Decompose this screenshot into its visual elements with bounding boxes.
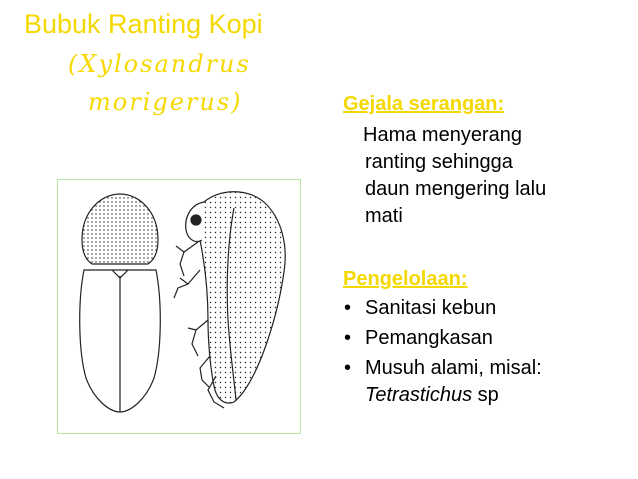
list-item-text: Sanitasi kebun xyxy=(365,297,497,319)
beetle-illustration xyxy=(57,179,301,434)
symptoms-line-1: Hama menyerang xyxy=(363,124,522,146)
lateral-view xyxy=(174,192,285,408)
bullet-icon: • xyxy=(344,357,352,379)
list-item-text: Musuh alami, misal: xyxy=(365,357,542,379)
scientific-name-line2: morigerus) xyxy=(88,88,243,116)
management-list xyxy=(343,295,623,409)
list-item-text: Pemangkasan xyxy=(365,327,493,349)
list-item xyxy=(343,295,623,322)
dorsal-view xyxy=(80,194,161,412)
slide-title: Bubuk Ranting Kopi xyxy=(24,9,263,39)
species-suffix: sp xyxy=(472,384,499,406)
species-name: Tetrastichus xyxy=(365,384,473,406)
content-column xyxy=(343,90,623,412)
list-item xyxy=(343,325,623,352)
list-item xyxy=(343,355,623,409)
beetle-drawing-icon xyxy=(58,180,300,433)
symptoms-line-2: ranting sehingga xyxy=(365,151,513,173)
symptoms-line-3: daun mengering lalu xyxy=(365,178,547,200)
management-heading: Pengelolaan: xyxy=(343,268,468,290)
symptoms-heading: Gejala serangan: xyxy=(343,93,505,115)
bullet-icon: • xyxy=(344,327,352,349)
bullet-icon: • xyxy=(344,297,352,319)
scientific-name-line1: (Xylosandrus xyxy=(68,50,251,78)
symptoms-line-4: mati xyxy=(365,205,403,227)
